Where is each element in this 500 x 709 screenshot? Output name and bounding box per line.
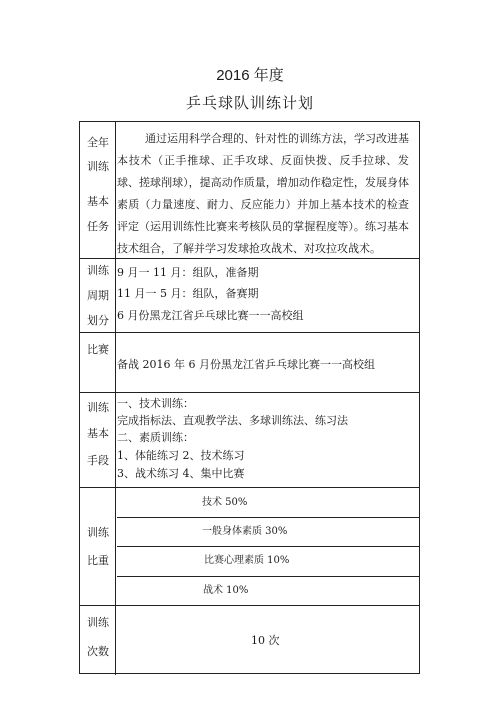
row-label-training-count [80, 606, 116, 675]
label-char: 任务 [87, 220, 109, 233]
annual-task-text: 通过运用科学合理的、针对性的训练方法，学习改进基本技术（正手推球、正手攻球、反面快拨、反手拉球、发球、搓球削球），提高动作质量，增加动作稳定性，发展身体素质（力量速度、耐力、反应能力）并加上基本技术的检查评定（运用训练性比赛来考核队员的掌握程度等）。练习基本技术组合，了解并学习发球抢攻战术、对攻拉攻战术。 [117, 132, 409, 255]
training-plan-table [79, 121, 420, 674]
row-training-periods [80, 259, 419, 333]
training-count-text: 10 次 [251, 634, 280, 647]
period-line: 6 月份黑龙江省乒乓球比赛一一高校组 [117, 309, 304, 322]
row-label-training-methods [80, 393, 116, 487]
row-label-training-periods [80, 259, 116, 332]
weight-item: 战术 10% [203, 585, 249, 596]
label-char: 次数 [87, 645, 109, 658]
label-char: 周期 [87, 289, 109, 302]
method-line: 1、体能练习 2、技术练习 [117, 449, 245, 462]
label-char: 训练 [87, 526, 109, 539]
weight-divider [117, 517, 419, 518]
weight-divider [117, 576, 419, 577]
plan-title: 乒乓球队训练计划 [185, 94, 314, 112]
label-char: 划分 [87, 314, 109, 327]
row-training-weights [80, 488, 419, 606]
competition-text: 备战 2016 年 6 月份黑龙江省乒乓球比赛一一高校组 [117, 358, 375, 371]
training-count-content [117, 606, 419, 675]
training-periods-content [117, 259, 419, 332]
method-line: 一、技术训练： [117, 397, 194, 410]
method-line: 二、素质训练： [117, 431, 194, 444]
annual-task-content [117, 122, 419, 258]
label-char: 训练 [87, 616, 109, 629]
label-char: 比赛 [87, 343, 109, 356]
weight-item: 比赛心理素质 10% [204, 555, 290, 566]
period-line: 11 月一 5 月：组队，备赛期 [117, 287, 259, 300]
method-line: 3、战术练习 4、集中比赛 [117, 467, 245, 480]
row-label-annual-task [80, 122, 116, 258]
method-line: 完成指标法、直观教学法、多球训练法、练习法 [117, 414, 348, 427]
training-methods-content [117, 393, 419, 487]
row-label-competition [80, 333, 116, 392]
label-char: 全年 [87, 136, 109, 149]
label-char: 手段 [87, 454, 109, 467]
label-char: 训练 [87, 264, 109, 277]
weight-divider [117, 546, 419, 547]
row-training-count [80, 606, 419, 675]
row-annual-task [80, 122, 419, 259]
plan-year: 2016 年度 [216, 67, 284, 84]
weight-item: 一般身体素质 30% [202, 526, 288, 537]
row-label-training-weights [80, 488, 116, 605]
weight-item: 技术 50% [202, 497, 248, 508]
label-char: 基本 [87, 427, 109, 440]
period-line: 9 月一 11 月：组队，准备期 [117, 266, 259, 279]
label-char: 训练 [87, 401, 109, 414]
label-char: 比重 [87, 554, 109, 567]
row-competition [80, 333, 419, 393]
row-training-methods [80, 393, 419, 488]
training-weights-content [117, 488, 419, 605]
label-char: 训练 [87, 160, 109, 173]
competition-content [117, 333, 419, 392]
label-char: 基本 [87, 195, 109, 208]
